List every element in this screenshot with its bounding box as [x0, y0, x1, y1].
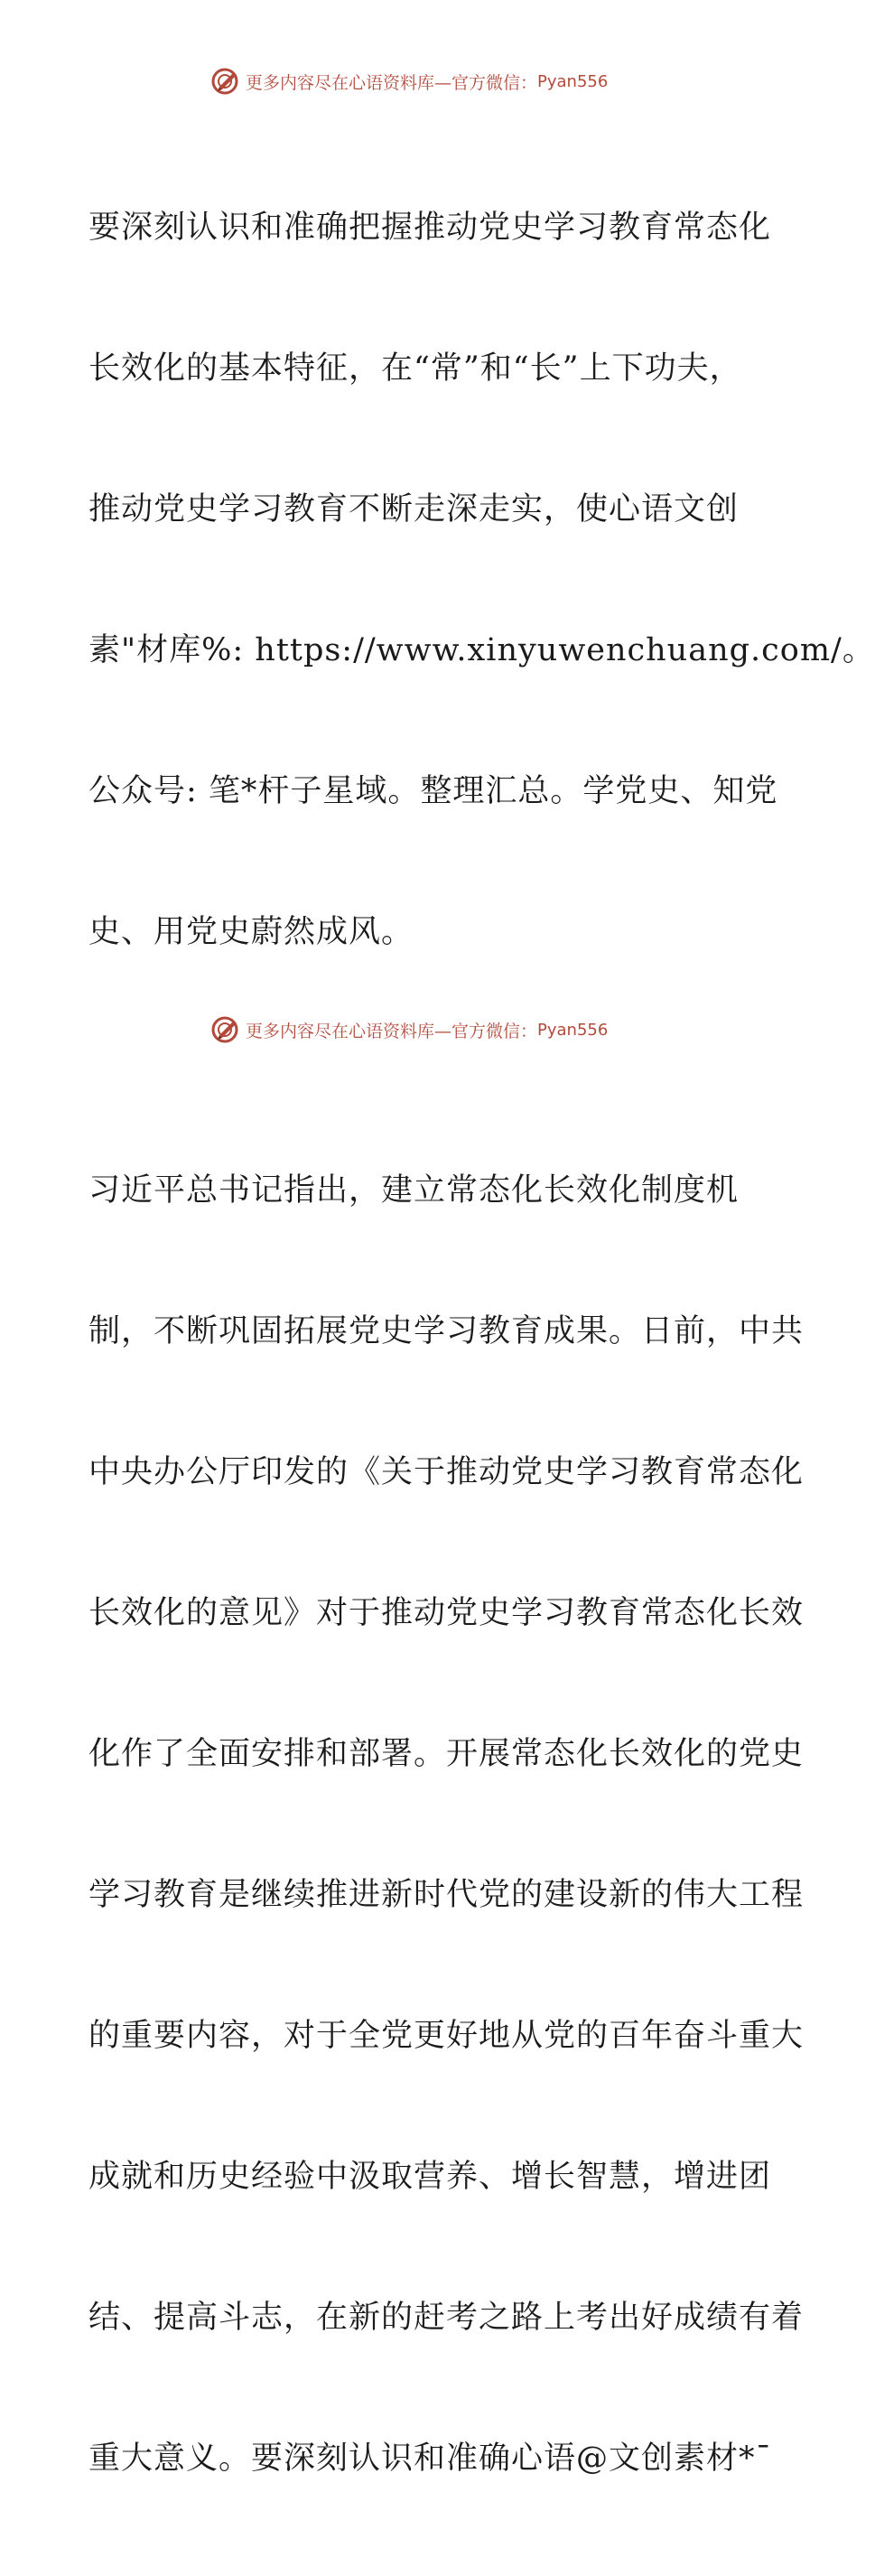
watermark-text: 更多内容尽在心语资料库—官方微信： [246, 72, 538, 93]
pen-circle-icon [209, 66, 240, 97]
text-line: 的重要内容，对于全党更好地从党的百年奋斗重大 [88, 2018, 805, 2054]
text-line: 长效化的意见》对于推动党史学习教育常态化长效 [88, 1595, 805, 1631]
text-line: 制，不断巩固拓展党史学习教育成果。日前，中共 [88, 1313, 805, 1349]
watermark-text: 更多内容尽在心语资料库—官方微信： [246, 1021, 538, 1041]
text-line: 学习教育是继续推进新时代党的建设新的伟大工程 [88, 1877, 805, 1913]
text-line: 要深刻认识和准确把握推动党史学习教育常态化 [88, 210, 772, 246]
pen-circle-icon [209, 1014, 240, 1045]
text-line: 化作了全面安排和部署。开展常态化长效化的党史 [88, 1736, 805, 1772]
text-line: 长效化的基本特征，在“常”和“长”上下功夫， [88, 350, 742, 387]
text-line: 习近平总书记指出，建立常态化长效化制度机 [88, 1172, 740, 1209]
paragraph-1 [88, 110, 875, 1050]
text-line: 史、用党史蔚然成风。 [88, 914, 414, 950]
paragraph-2 [88, 1073, 805, 2576]
footer-watermark [209, 1013, 679, 1046]
watermark-wechat-id: Pyan556 [537, 71, 609, 91]
text-line: 公众号: 笔*杆子星域。整理汇总。学党史、知党 [88, 773, 778, 809]
text-line: 重大意义。要深刻认识和准确心语@文创素材*¯ [88, 2441, 773, 2477]
text-line: 中央办公厅印发的《关于推动党史学习教育常态化 [88, 1454, 805, 1490]
header-watermark [209, 65, 679, 98]
text-line: 素"材库%: https://www.xinyuwenchuang.com/。 [88, 632, 875, 668]
text-line: 推动党史学习教育不断走深走实，使心语文创 [88, 491, 740, 527]
text-line: 结、提高斗志，在新的赶考之路上考出好成绩有着 [88, 2300, 805, 2336]
document-body [88, 110, 875, 2576]
text-line: 成就和历史经验中汲取营养、增长智慧，增进团 [88, 2159, 772, 2195]
watermark-wechat-id: Pyan556 [537, 1020, 609, 1040]
